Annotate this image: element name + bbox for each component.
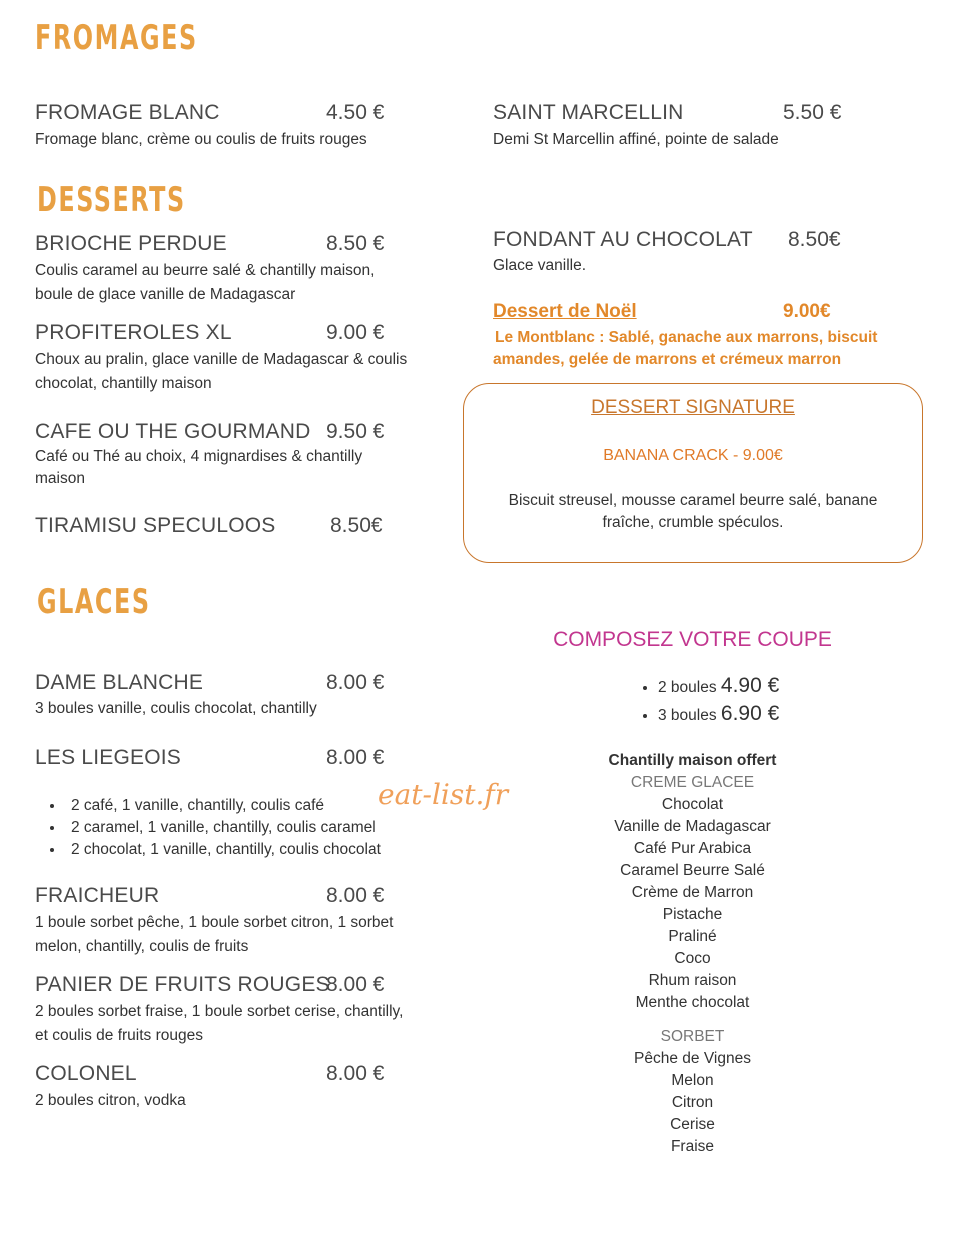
item-name: FROMAGE BLANC xyxy=(35,101,220,124)
item-name: DAME BLANCHE xyxy=(35,671,204,694)
item-price: 8.00 € xyxy=(326,884,385,907)
flavor-item: Pistache xyxy=(662,906,723,923)
item-description: Demi St Marcellin affiné, pointe de salade xyxy=(493,131,779,148)
item-price: 8.50 € xyxy=(326,232,385,255)
option-price: 6.90 € xyxy=(720,702,780,725)
flavor-item: Caramel Beurre Salé xyxy=(620,862,765,879)
item-price: 8.00 € xyxy=(326,671,385,694)
noel-title: Dessert de Noël xyxy=(493,301,637,322)
signature-item-name: BANANA CRACK - 9.00€ xyxy=(603,447,783,464)
item-name: PANIER DE FRUITS ROUGES xyxy=(35,973,330,996)
item-description: 2 boules sorbet fraise, 1 boule sorbet cerise, chantilly, xyxy=(35,1003,404,1020)
item-description: 1 boule sorbet pêche, 1 boule sorbet citron, 1 sorbet xyxy=(35,914,394,931)
coupe-title: COMPOSEZ VOTRE COUPE xyxy=(553,628,832,651)
item-name: PROFITEROLES XL xyxy=(35,321,232,344)
item-description: et coulis de fruits rouges xyxy=(35,1027,204,1044)
item-price: 8.00 € xyxy=(326,1062,385,1085)
item-description: chocolat, chantilly maison xyxy=(35,375,212,392)
option-price: 4.90 € xyxy=(720,674,780,697)
flavor-item: Pêche de Vignes xyxy=(634,1050,751,1067)
flavor-item: Menthe chocolat xyxy=(635,994,750,1011)
item-name: FRAICHEUR xyxy=(35,884,160,907)
flavor-item: Citron xyxy=(671,1094,714,1111)
creme-glacee-heading: CREME GLACEE xyxy=(630,774,755,791)
flavor-item: Vanille de Madagascar xyxy=(614,818,771,835)
item-description: 3 boules vanille, coulis chocolat, chantilly xyxy=(35,700,317,717)
section-title-fromages: FROMAGES xyxy=(35,18,198,58)
section-title-desserts: DESSERTS xyxy=(37,180,186,220)
item-price: 8.00 € xyxy=(326,973,385,996)
flavor-item: Cerise xyxy=(670,1116,715,1133)
option-label: 2 boules xyxy=(658,679,717,696)
item-price: 9.50 € xyxy=(326,420,385,443)
item-name: BRIOCHE PERDUE xyxy=(35,232,227,255)
flavor-item: Rhum raison xyxy=(648,972,737,989)
item-name: CAFE OU THE GOURMAND xyxy=(35,420,311,443)
item-price: 5.50 € xyxy=(783,101,842,124)
flavor-item: Fraise xyxy=(670,1138,715,1155)
item-description: Glace vanille. xyxy=(493,257,587,274)
list-item: • 2 chocolat, 1 vanille, chantilly, coulis chocolat xyxy=(65,839,381,861)
item-description: 2 boules citron, vodka xyxy=(35,1092,186,1109)
coupe-options xyxy=(628,672,779,728)
option-label: 3 boules xyxy=(658,707,717,724)
flavor-item: Chocolat xyxy=(661,796,724,813)
coupe-option xyxy=(658,672,779,700)
item-description: Café ou Thé au choix, 4 mignardises & chantilly xyxy=(35,448,363,465)
item-description: melon, chantilly, coulis de fruits xyxy=(35,938,249,955)
flavor-item: Melon xyxy=(671,1072,714,1089)
signature-description: fraîche, crumble spéculos. xyxy=(602,514,784,531)
item-description: Choux au pralin, glace vanille de Madagascar & coulis xyxy=(35,351,408,368)
list-item: • 2 café, 1 vanille, chantilly, coulis café xyxy=(65,795,381,817)
section-title-glaces: GLACES xyxy=(37,582,151,622)
item-description: boule de glace vanille de Madagascar xyxy=(35,286,296,303)
list-item: • 2 caramel, 1 vanille, chantilly, coulis caramel xyxy=(65,817,381,839)
liegeois-list xyxy=(7,795,381,861)
item-price: 8.00 € xyxy=(326,746,385,769)
item-price: 9.00 € xyxy=(326,321,385,344)
noel-price: 9.00€ xyxy=(783,301,831,322)
item-description: maison xyxy=(35,470,85,487)
item-name: TIRAMISU SPECULOOS xyxy=(35,514,276,537)
item-price: 8.50€ xyxy=(330,514,383,537)
item-name: FONDANT AU CHOCOLAT xyxy=(493,228,753,251)
item-name: SAINT MARCELLIN xyxy=(493,101,684,124)
sorbet-heading: SORBET xyxy=(660,1028,725,1045)
item-price: 4.50 € xyxy=(326,101,385,124)
flavor-list xyxy=(520,750,865,1158)
item-description: Fromage blanc, crème ou coulis de fruits rouges xyxy=(35,131,367,148)
noel-description: Le Montblanc : Sablé, ganache aux marrons, biscuit xyxy=(495,329,878,346)
signature-description: Biscuit streusel, mousse caramel beurre salé, banane xyxy=(508,492,878,509)
chantilly-note: Chantilly maison offert xyxy=(608,752,777,769)
flavor-item: Crème de Marron xyxy=(631,884,754,901)
item-name: COLONEL xyxy=(35,1062,137,1085)
watermark: eat-list.fr xyxy=(378,778,509,811)
coupe-option xyxy=(658,700,779,728)
flavor-item: Café Pur Arabica xyxy=(633,840,752,857)
flavor-item: Praliné xyxy=(668,928,717,945)
flavor-item: Coco xyxy=(674,950,711,967)
item-name: LES LIEGEOIS xyxy=(35,746,181,769)
signature-heading: DESSERT SIGNATURE xyxy=(591,397,795,418)
item-description: Coulis caramel au beurre salé & chantilly maison, xyxy=(35,262,375,279)
item-price: 8.50€ xyxy=(788,228,841,251)
noel-description: amandes, gelée de marrons et crémeux marron xyxy=(493,351,842,368)
